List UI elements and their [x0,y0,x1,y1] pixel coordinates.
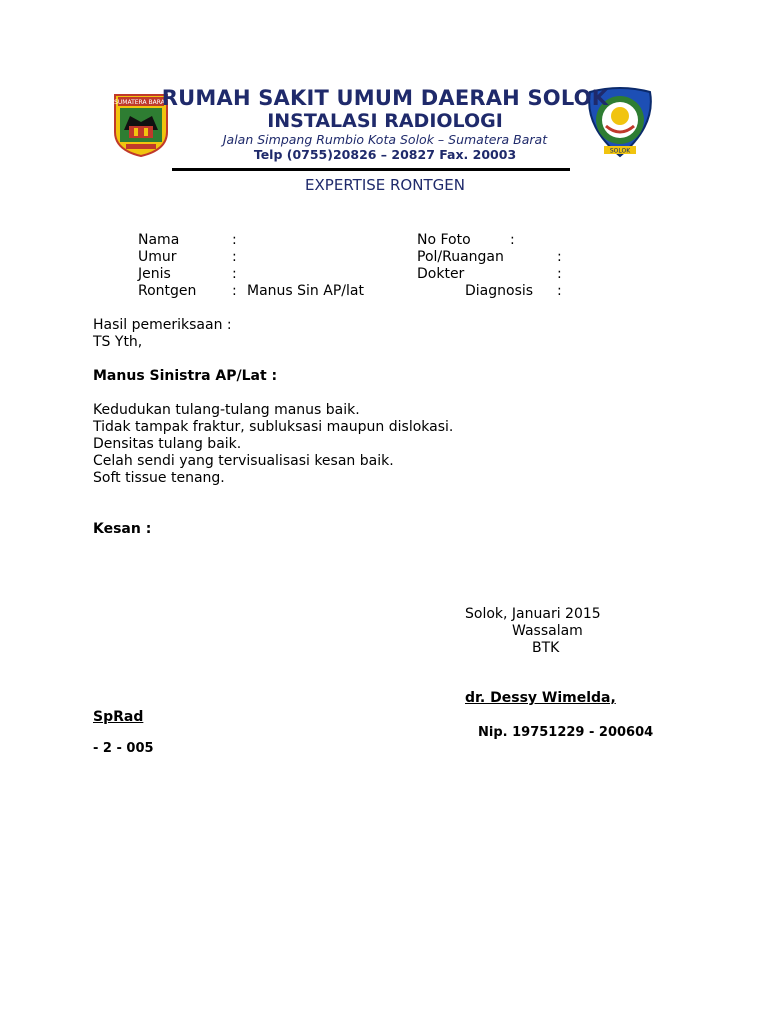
doctor-name: dr. Dessy Wimelda, [465,690,616,706]
document-title: EXPERTISE RONTGEN [305,176,465,194]
doctor-nip: Nip. 19751229 - 200604 [478,725,654,740]
hospital-phone: Telp (0755)20826 – 20827 Fax. 20003 [253,147,517,162]
doctor-nip-continued: - 2 - 005 [93,741,154,756]
closing: Wassalam [512,623,583,639]
signer-role: BTK [532,640,560,656]
umur-label: Umur [138,249,177,265]
nofoto-label: No Foto [417,232,471,248]
finding-line: Celah sendi yang tervisualisasi kesan baik. [93,453,394,469]
greeting: TS Yth, [93,334,143,350]
nama-label: Nama [138,232,180,248]
finding-line: Densitas tulang baik. [93,436,242,452]
finding-line: Kedudukan tulang-tulang manus baik. [93,402,360,418]
jenis-colon: : [232,266,237,282]
pol-ruangan-label: Pol/Ruangan [417,249,504,265]
finding-line: Tidak tampak fraktur, subluksasi maupun dislokasi. [93,419,454,435]
hospital-name: RUMAH SAKIT UMUM DAERAH SOLOK [161,86,609,110]
finding-line: Soft tissue tenang. [93,470,225,486]
umur-colon: : [232,249,237,265]
place-date: Solok, Januari 2015 [465,606,601,622]
doctor-title: SpRad [93,709,144,725]
department-name: INSTALASI RADIOLOGI [267,110,503,132]
diagnosis-colon: : [557,283,562,299]
right-logo-text: SOLOK [609,147,631,155]
hospital-address: Jalan Simpang Rumbio Kota Solok – Sumatera Barat [222,132,548,147]
pol-ruangan-colon: : [557,249,562,265]
nama-colon: : [232,232,237,248]
exam-heading: Manus Sinistra AP/Lat : [93,368,278,384]
rontgen-colon: : [232,283,237,299]
jenis-label: Jenis [138,266,171,282]
diagnosis-label: Diagnosis [465,283,534,299]
kesan-label: Kesan : [93,521,152,537]
rontgen-value: Manus Sin AP/lat [247,283,364,299]
rontgen-label: Rontgen [138,283,197,299]
dokter-colon: : [557,266,562,282]
nofoto-colon: : [510,232,515,248]
left-logo-text: SUMATERA BARAT [114,99,168,106]
hasil-label: Hasil pemeriksaan : [93,317,232,333]
dokter-label: Dokter [417,266,465,282]
header-divider [172,168,570,171]
